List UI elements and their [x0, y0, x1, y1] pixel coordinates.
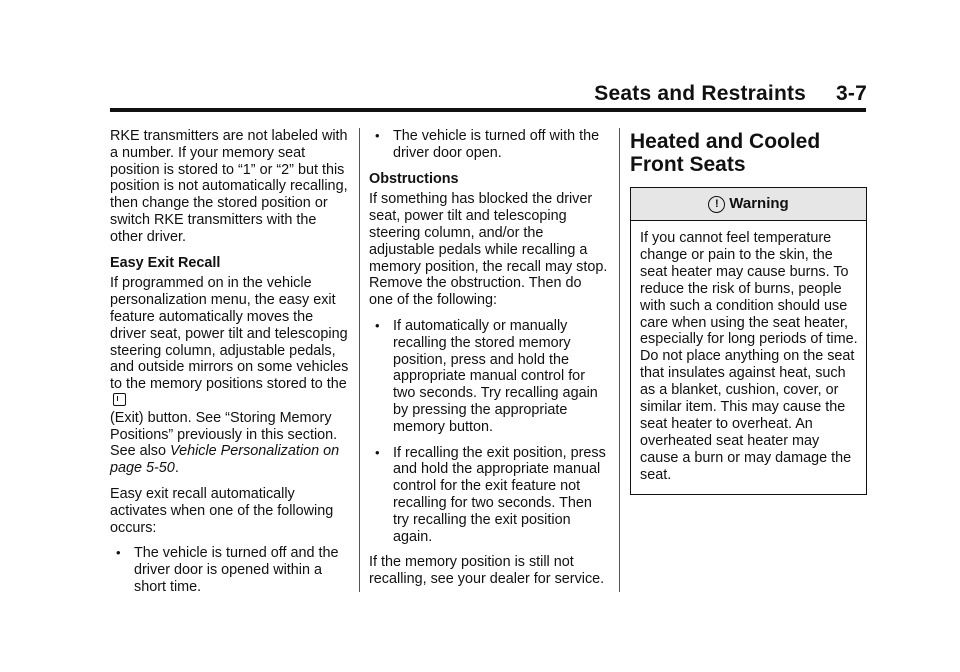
- bullet-icon: •: [375, 317, 380, 333]
- header-rule: [110, 108, 866, 112]
- warning-header: [631, 188, 866, 221]
- page-number: 3-7: [836, 82, 867, 105]
- column-left: [110, 128, 350, 605]
- vehicle-personalization-link[interactable]: Vehicle Personalization on page 5-50: [110, 443, 340, 477]
- header-title: [594, 82, 867, 106]
- paragraph-easy-exit: [110, 275, 350, 477]
- exit-seat-icon: [113, 393, 126, 406]
- warning-label: Warning: [729, 195, 789, 212]
- list-item: [369, 128, 609, 162]
- list-item-text: The vehicle is turned off and the driver door is opened within a short time.: [134, 545, 339, 595]
- warning-box: [630, 187, 867, 495]
- column-divider: [619, 128, 620, 592]
- paragraph-activates: Easy exit recall automatically activates when one of the following occurs:: [110, 485, 334, 536]
- list-item-text: If automatically or manually recalling the stored memory position, press and hold the appropriate manual control for two seconds. Try recalling again by pressing the appropriate memory button.: [393, 317, 598, 435]
- paragraph-obstructions: If something has blocked the driver seat, power tilt and telescoping steering column, and/or the adjustable pedals while recalling a memory position, the recall may stop. Remove the obstruction. Then do one of the following:: [369, 191, 608, 309]
- column-middle: [369, 128, 609, 597]
- list-item: [110, 545, 350, 595]
- list-item: [369, 318, 609, 436]
- paragraph-rke: RKE transmitters are not labeled with a number. If your memory seat position is stored to “1” or “2” but this position is not automatically recalling, then change the stored position or switch RKE transmitters with the other driver.: [110, 128, 348, 245]
- warning-icon: !: [708, 196, 725, 213]
- paragraph-dealer: If the memory position is still not recalling, see your dealer for service.: [369, 554, 605, 588]
- section-title: Heated and Cooled Front Seats: [630, 130, 821, 176]
- obstructions-heading: Obstructions: [369, 170, 459, 187]
- easy-exit-text-b: (Exit) button. See “Storing Memory Positions” previously in this section. See also: [110, 409, 338, 460]
- warning-text: If you cannot feel temperature change or pain to the skin, the seat heater may cause burns. To reduce the risk of burns, people with such a condition should use care when using the seat heater, especially for long periods of time. Do not place anything on the seat that insulates against heat, such as a blanket, cushion, cover, or similar item. This may cause the seat heater to overheat. An overheated seat heater may cause a burn or may damage the seat.: [640, 230, 858, 483]
- easy-exit-text-a: If programmed on in the vehicle personalization menu, the easy exit feature automatically moves the driver seat, power tilt and telescoping steering column, adjustable pedals, and outside mirrors on some vehicles to the memory positions stored to the: [110, 275, 349, 393]
- easy-exit-text-end: .: [174, 460, 179, 477]
- bullet-icon: •: [375, 128, 380, 143]
- easy-exit-heading: Easy Exit Recall: [110, 254, 221, 271]
- section-name: Seats and Restraints: [594, 82, 807, 105]
- list-item-text: If recalling the exit position, press and hold the appropriate manual control for the exit feature not recalling for two seconds. Then try recalling the exit position again.: [393, 444, 606, 545]
- bullet-icon: •: [116, 545, 121, 561]
- column-right: [630, 130, 867, 495]
- list-item: [369, 445, 609, 546]
- column-divider: [359, 128, 360, 592]
- list-item-text: The vehicle is turned off with the driver door open.: [393, 128, 600, 161]
- bullet-icon: •: [375, 444, 380, 460]
